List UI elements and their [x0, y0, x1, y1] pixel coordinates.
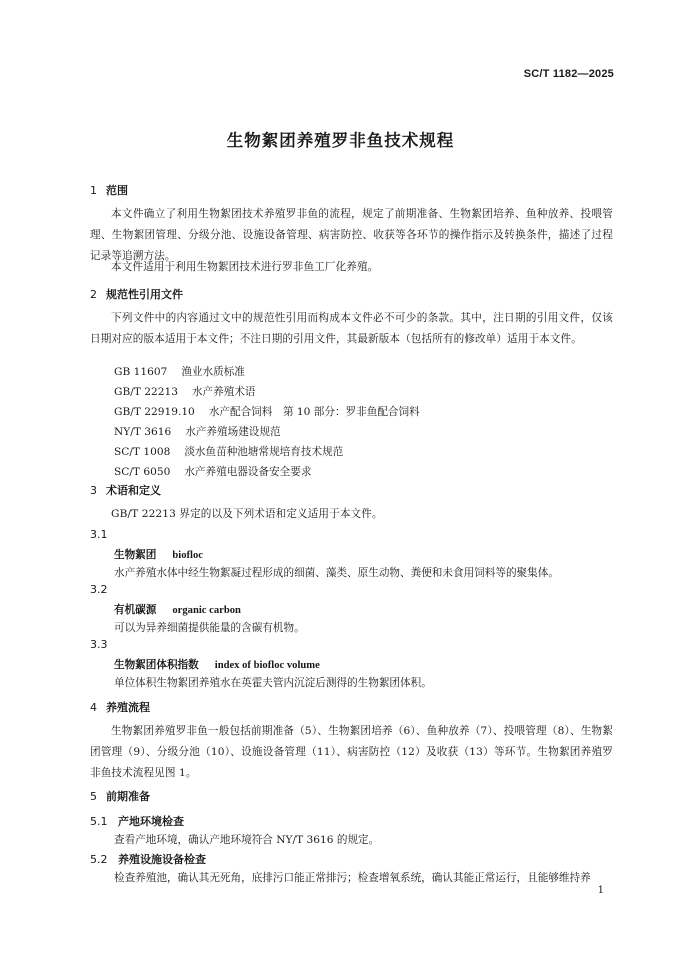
- page-number: 1: [597, 885, 604, 896]
- section-title: 规范性引用文件: [106, 288, 183, 301]
- section-2-heading: [90, 286, 183, 302]
- document-title: 生物絮团养殖罗非鱼技术规程: [226, 131, 455, 150]
- term-english: biofloc: [172, 550, 203, 561]
- reference-title: 水产养殖术语: [191, 386, 256, 398]
- term-chinese: 生物絮团: [114, 549, 157, 561]
- subsection-title: 产地环境检查: [118, 815, 184, 828]
- term-number: 3.1: [90, 528, 108, 541]
- section-3-paragraph-1: GB/T 22213 界定的以及下列术语和定义适用于本文件。: [111, 508, 383, 520]
- term-definition: 单位体积生物絮团养殖水在英霍夫管内沉淀后测得的生物絮团体积。: [114, 677, 432, 689]
- standard-code: SC/T 1182—2025: [523, 68, 614, 80]
- subsection-5-1-paragraph: 查看产地环境，确认产地环境符合 NY/T 3616 的规定。: [114, 834, 380, 846]
- subsection-5-2-paragraph: 检查养殖池，确认其无死角，底排污口能正常排污；检查增氧系统，确认其能正常运行，且能够维持养: [114, 872, 591, 884]
- subsection-number: 5.1: [90, 815, 108, 828]
- term-heading: [114, 547, 203, 562]
- section-number: 4: [90, 701, 97, 714]
- section-title: 前期准备: [106, 790, 150, 803]
- term-heading: [114, 602, 241, 617]
- reference-title: 水产配合饲料 第 10 部分：罗非鱼配合饲料: [208, 406, 420, 418]
- reference-item: [114, 444, 343, 459]
- section-title: 术语和定义: [106, 484, 161, 497]
- term-chinese: 生物絮团体积指数: [114, 659, 199, 671]
- term-chinese: 有机碳源: [114, 604, 157, 616]
- reference-code: SC/T 1008: [114, 446, 171, 458]
- subsection-5-2-heading: [90, 851, 206, 867]
- section-number: 3: [90, 484, 97, 497]
- section-1-paragraph-2: 本文件适用于利用生物絮团技术进行罗非鱼工厂化养殖。: [111, 261, 379, 273]
- reference-item: [114, 384, 256, 399]
- section-number: 1: [90, 184, 97, 197]
- reference-title: 淡水鱼苗种池塘常规培育技术规范: [184, 446, 344, 458]
- section-number: 5: [90, 790, 97, 803]
- term-number: 3.2: [90, 583, 108, 596]
- term-english: organic carbon: [172, 605, 241, 616]
- term-definition: 可以为异养细菌提供能量的含碳有机物。: [114, 622, 305, 634]
- section-1-paragraph-1: 本文件确立了利用生物絮团技术养殖罗非鱼的流程，规定了前期准备、生物絮团培养、鱼种放养、投喂管理、生物絮团管理、分级分池、设施设备管理、病害防控、收获等各环节的操作指示及转换条件，描述了过程记录等追溯方法。: [90, 208, 613, 262]
- term-definition: 水产养殖水体中经生物絮凝过程形成的细菌、藻类、原生动物、粪便和未食用饲料等的聚集体。: [114, 567, 559, 579]
- reference-code: GB/T 22919.10: [114, 406, 195, 418]
- subsection-title: 养殖设施设备检查: [118, 853, 206, 866]
- section-1-heading: [90, 182, 128, 198]
- reference-code: NY/T 3616: [114, 426, 172, 438]
- subsection-number: 5.2: [90, 853, 108, 866]
- reference-title: 渔业水质标准: [181, 366, 245, 378]
- section-3-heading: [90, 482, 161, 498]
- reference-item: [114, 364, 245, 379]
- reference-item: [114, 424, 281, 439]
- term-heading: [114, 657, 320, 672]
- reference-item: [114, 464, 311, 479]
- term-number: 3.3: [90, 638, 108, 651]
- section-title: 范围: [106, 184, 128, 197]
- reference-item: [114, 404, 420, 419]
- reference-title: 水产养殖场建设规范: [185, 426, 281, 438]
- section-title: 养殖流程: [106, 701, 150, 714]
- reference-code: GB/T 22213: [114, 386, 178, 398]
- reference-code: GB 11607: [114, 366, 168, 378]
- subsection-5-1-heading: [90, 813, 184, 829]
- section-4-paragraph-1: 生物絮团养殖罗非鱼一般包括前期准备（5）、生物絮团培养（6）、鱼种放养（7）、投喂管理（8）、生物絮团管理（9）、分级分池（10）、设施设备管理（11）、病害防控（12）及收获（13）等环节。生物絮团养殖罗非鱼技术流程见图 1。: [90, 725, 613, 779]
- section-number: 2: [90, 288, 97, 301]
- section-5-heading: [90, 788, 150, 804]
- section-2-paragraph-1: 下列文件中的内容通过文中的规范性引用而构成本文件必不可少的条款。其中，注日期的引用文件，仅该日期对应的版本适用于本文件；不注日期的引用文件，其最新版本（包括所有的修改单）适用于本文件。: [90, 312, 613, 345]
- reference-code: SC/T 6050: [114, 466, 171, 478]
- reference-title: 水产养殖电器设备安全要求: [184, 466, 312, 478]
- term-english: index of biofloc volume: [214, 660, 320, 671]
- section-4-heading: [90, 699, 150, 715]
